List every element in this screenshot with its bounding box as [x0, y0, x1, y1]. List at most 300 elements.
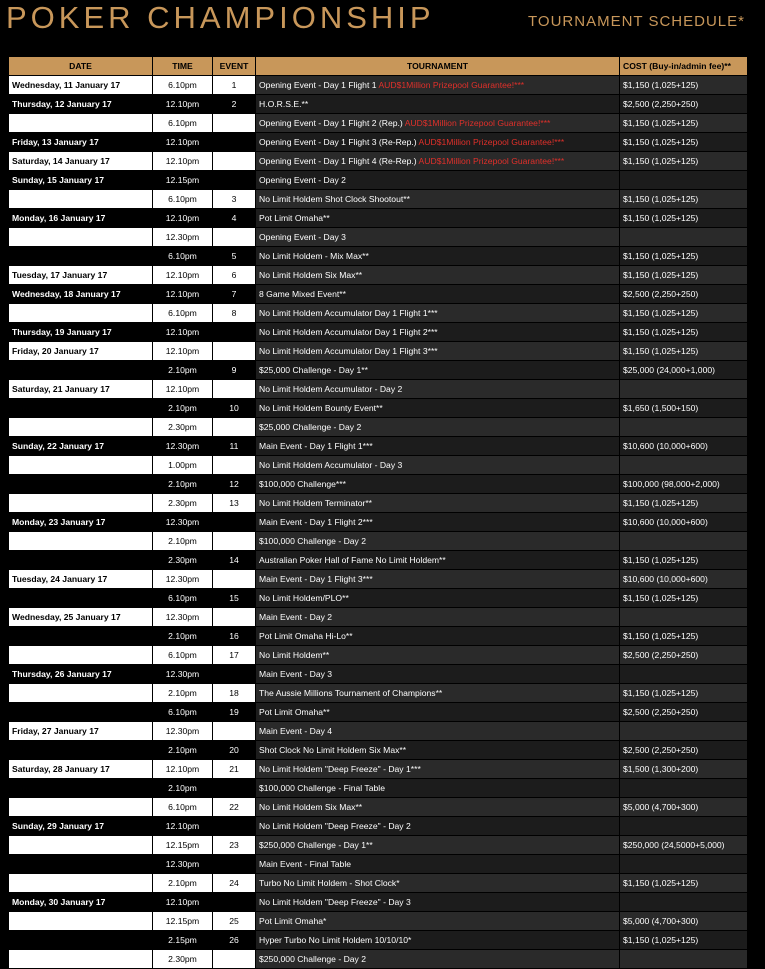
tournament-cell — [256, 817, 620, 836]
date-cell: Saturday, 14 January 17 — [9, 152, 153, 171]
date-cell: Friday, 27 January 17 — [9, 722, 153, 741]
time-cell: 12.10pm — [153, 893, 213, 912]
time-cell: 2.10pm — [153, 741, 213, 760]
table-row — [9, 95, 748, 114]
tournament-name: Opening Event - Day 1 Flight 2 (Rep.) — [259, 118, 405, 128]
table-row — [9, 646, 748, 665]
table-row — [9, 285, 748, 304]
tournament-name: $100,000 Challenge - Final Table — [259, 783, 385, 793]
cost-cell — [620, 418, 748, 437]
date-cell: Tuesday, 24 January 17 — [9, 570, 153, 589]
tournament-cell — [256, 532, 620, 551]
cost-cell: $1,500 (1,300+200) — [620, 760, 748, 779]
event-cell — [213, 323, 256, 342]
cost-cell — [620, 456, 748, 475]
time-cell: 6.10pm — [153, 76, 213, 95]
tournament-name: Opening Event - Day 2 — [259, 175, 346, 185]
cost-cell: $2,500 (2,250+250) — [620, 703, 748, 722]
table-row — [9, 342, 748, 361]
cost-cell — [620, 608, 748, 627]
tournament-cell — [256, 380, 620, 399]
event-cell: 22 — [213, 798, 256, 817]
tournament-name: Pot Limit Omaha* — [259, 916, 327, 926]
cost-cell: $1,150 (1,025+125) — [620, 931, 748, 950]
event-cell: 12 — [213, 475, 256, 494]
table-row — [9, 475, 748, 494]
table-row — [9, 114, 748, 133]
cost-cell: $2,500 (2,250+250) — [620, 646, 748, 665]
column-header-tournament: TOURNAMENT — [256, 57, 620, 76]
cost-cell — [620, 893, 748, 912]
column-header-time: TIME — [153, 57, 213, 76]
tournament-name: Main Event - Final Table — [259, 859, 352, 869]
event-cell: 2 — [213, 95, 256, 114]
time-cell: 6.10pm — [153, 703, 213, 722]
tournament-name: Opening Event - Day 1 Flight 4 (Re-Rep.) — [259, 156, 419, 166]
date-cell: Wednesday, 11 January 17 — [9, 76, 153, 95]
tournament-name: Opening Event - Day 1 Flight 1 — [259, 80, 379, 90]
event-cell: 7 — [213, 285, 256, 304]
cost-cell: $100,000 (98,000+2,000) — [620, 475, 748, 494]
event-cell — [213, 171, 256, 190]
event-cell — [213, 380, 256, 399]
table-row — [9, 456, 748, 475]
time-cell: 12.30pm — [153, 437, 213, 456]
tournament-name: No Limit Holdem - Mix Max** — [259, 251, 369, 261]
prizepool-guarantee-highlight: AUD$1Million Prizepool Guarantee!*** — [418, 156, 565, 166]
date-cell: Saturday, 21 January 17 — [9, 380, 153, 399]
tournament-name: No Limit Holdem Accumulator Day 1 Flight 1*** — [259, 308, 438, 318]
table-row — [9, 798, 748, 817]
cost-cell — [620, 722, 748, 741]
time-cell: 2.10pm — [153, 399, 213, 418]
event-cell: 20 — [213, 741, 256, 760]
event-cell: 5 — [213, 247, 256, 266]
table-row — [9, 703, 748, 722]
table-row — [9, 608, 748, 627]
time-cell: 2.30pm — [153, 494, 213, 513]
tournament-name: $25,000 Challenge - Day 1** — [259, 365, 368, 375]
cost-cell: $2,500 (2,250+250) — [620, 285, 748, 304]
date-cell — [9, 456, 153, 475]
cost-cell: $5,000 (4,700+300) — [620, 912, 748, 931]
page-title: POKER CHAMPIONSHIP — [6, 0, 435, 35]
tournament-cell — [256, 171, 620, 190]
time-cell: 12.30pm — [153, 665, 213, 684]
table-row — [9, 399, 748, 418]
time-cell: 12.30pm — [153, 722, 213, 741]
date-cell: Wednesday, 25 January 17 — [9, 608, 153, 627]
time-cell: 12.10pm — [153, 95, 213, 114]
table-row — [9, 627, 748, 646]
tournament-cell — [256, 361, 620, 380]
time-cell: 12.30pm — [153, 228, 213, 247]
tournament-name: Australian Poker Hall of Fame No Limit Holdem** — [259, 555, 446, 565]
time-cell: 1.00pm — [153, 456, 213, 475]
cost-cell: $1,150 (1,025+125) — [620, 551, 748, 570]
cost-cell: $1,150 (1,025+125) — [620, 304, 748, 323]
tournament-name: No Limit Holdem "Deep Freeze" - Day 2 — [259, 821, 411, 831]
tournament-name: No Limit Holdem Accumulator - Day 3 — [259, 460, 403, 470]
prizepool-guarantee-highlight: AUD$1Million Prizepool Guarantee!*** — [378, 80, 525, 90]
event-cell: 3 — [213, 190, 256, 209]
column-header-cost: COST (Buy-in/admin fee)** — [620, 57, 748, 76]
date-cell: Thursday, 12 January 17 — [9, 95, 153, 114]
table-row — [9, 513, 748, 532]
cost-cell — [620, 950, 748, 969]
event-cell: 24 — [213, 874, 256, 893]
tournament-cell — [256, 722, 620, 741]
tournament-cell — [256, 950, 620, 969]
tournament-name: $25,000 Challenge - Day 2 — [259, 422, 362, 432]
event-cell — [213, 418, 256, 437]
event-cell — [213, 114, 256, 133]
time-cell: 12.10pm — [153, 152, 213, 171]
time-cell: 2.30pm — [153, 418, 213, 437]
tournament-cell — [256, 665, 620, 684]
table-row — [9, 893, 748, 912]
time-cell: 12.30pm — [153, 570, 213, 589]
tournament-cell — [256, 228, 620, 247]
tournament-cell — [256, 209, 620, 228]
date-cell — [9, 912, 153, 931]
tournament-name: $250,000 Challenge - Day 2 — [259, 954, 367, 964]
tournament-cell — [256, 874, 620, 893]
event-cell — [213, 513, 256, 532]
tournament-cell — [256, 323, 620, 342]
tournament-name: Pot Limit Omaha** — [259, 707, 330, 717]
tournament-name: No Limit Holdem Terminator** — [259, 498, 373, 508]
event-cell — [213, 950, 256, 969]
tournament-cell — [256, 779, 620, 798]
time-cell: 12.10pm — [153, 133, 213, 152]
tournament-name: Shot Clock No Limit Holdem Six Max** — [259, 745, 407, 755]
tournament-cell — [256, 266, 620, 285]
event-cell: 15 — [213, 589, 256, 608]
tournament-cell — [256, 855, 620, 874]
tournament-cell — [256, 95, 620, 114]
time-cell: 2.10pm — [153, 684, 213, 703]
table-row — [9, 570, 748, 589]
cost-cell — [620, 380, 748, 399]
time-cell: 2.10pm — [153, 475, 213, 494]
tournament-name: Hyper Turbo No Limit Holdem 10/10/10* — [259, 935, 412, 945]
date-cell: Sunday, 15 January 17 — [9, 171, 153, 190]
schedule-table-container — [8, 56, 747, 969]
cost-cell: $1,150 (1,025+125) — [620, 76, 748, 95]
time-cell: 12.10pm — [153, 285, 213, 304]
cost-cell: $1,150 (1,025+125) — [620, 323, 748, 342]
event-cell: 4 — [213, 209, 256, 228]
tournament-name: Pot Limit Omaha** — [259, 213, 330, 223]
time-cell: 2.15pm — [153, 931, 213, 950]
cost-cell — [620, 779, 748, 798]
time-cell: 12.10pm — [153, 266, 213, 285]
event-cell: 18 — [213, 684, 256, 703]
cost-cell: $1,150 (1,025+125) — [620, 342, 748, 361]
event-cell: 21 — [213, 760, 256, 779]
tournament-cell — [256, 912, 620, 931]
time-cell: 12.10pm — [153, 323, 213, 342]
tournament-cell — [256, 836, 620, 855]
time-cell: 2.10pm — [153, 627, 213, 646]
cost-cell: $1,150 (1,025+125) — [620, 494, 748, 513]
tournament-cell — [256, 399, 620, 418]
event-cell: 8 — [213, 304, 256, 323]
time-cell: 6.10pm — [153, 114, 213, 133]
date-cell — [9, 589, 153, 608]
table-row — [9, 931, 748, 950]
event-cell — [213, 779, 256, 798]
time-cell: 6.10pm — [153, 798, 213, 817]
tournament-name: $100,000 Challenge*** — [259, 479, 346, 489]
cost-cell: $2,500 (2,250+250) — [620, 741, 748, 760]
cost-cell: $1,150 (1,025+125) — [620, 133, 748, 152]
cost-cell — [620, 532, 748, 551]
tournament-cell — [256, 437, 620, 456]
tournament-name: No Limit Holdem Six Max** — [259, 802, 363, 812]
table-row — [9, 171, 748, 190]
date-cell — [9, 741, 153, 760]
table-row — [9, 494, 748, 513]
date-cell — [9, 703, 153, 722]
event-cell: 1 — [213, 76, 256, 95]
table-row — [9, 589, 748, 608]
tournament-cell — [256, 551, 620, 570]
date-cell — [9, 950, 153, 969]
tournament-name: 8 Game Mixed Event** — [259, 289, 346, 299]
event-cell: 26 — [213, 931, 256, 950]
date-cell — [9, 190, 153, 209]
time-cell: 2.10pm — [153, 874, 213, 893]
time-cell: 12.30pm — [153, 855, 213, 874]
tournament-name: No Limit Holdem/PLO** — [259, 593, 349, 603]
table-row — [9, 665, 748, 684]
event-cell — [213, 456, 256, 475]
schedule-table — [8, 56, 748, 969]
time-cell: 12.10pm — [153, 380, 213, 399]
time-cell: 12.10pm — [153, 817, 213, 836]
tournament-cell — [256, 76, 620, 95]
table-row — [9, 323, 748, 342]
cost-cell: $2,500 (2,250+250) — [620, 95, 748, 114]
column-header-date: DATE — [9, 57, 153, 76]
date-cell — [9, 494, 153, 513]
event-cell: 25 — [213, 912, 256, 931]
table-row — [9, 209, 748, 228]
time-cell: 2.30pm — [153, 950, 213, 969]
tournament-cell — [256, 703, 620, 722]
table-row — [9, 874, 748, 893]
tournament-cell — [256, 114, 620, 133]
table-row — [9, 912, 748, 931]
tournament-name: No Limit Holdem Shot Clock Shootout** — [259, 194, 410, 204]
cost-cell: $1,150 (1,025+125) — [620, 247, 748, 266]
table-row — [9, 380, 748, 399]
time-cell: 2.30pm — [153, 551, 213, 570]
tournament-cell — [256, 684, 620, 703]
date-cell: Saturday, 28 January 17 — [9, 760, 153, 779]
tournament-name: Main Event - Day 1 Flight 1*** — [259, 441, 373, 451]
tournament-name: No Limit Holdem Accumulator Day 1 Flight 2*** — [259, 327, 438, 337]
table-row — [9, 361, 748, 380]
event-cell — [213, 228, 256, 247]
date-cell — [9, 114, 153, 133]
tournament-cell — [256, 570, 620, 589]
event-cell: 10 — [213, 399, 256, 418]
table-row — [9, 304, 748, 323]
cost-cell — [620, 855, 748, 874]
tournament-name: $100,000 Challenge - Day 2 — [259, 536, 367, 546]
schedule-table-body — [9, 76, 748, 969]
date-cell — [9, 304, 153, 323]
date-cell — [9, 627, 153, 646]
date-cell — [9, 798, 153, 817]
date-cell — [9, 684, 153, 703]
tournament-name: Main Event - Day 2 — [259, 612, 333, 622]
date-cell: Friday, 20 January 17 — [9, 342, 153, 361]
tournament-name: No Limit Holdem** — [259, 650, 330, 660]
event-cell — [213, 532, 256, 551]
date-cell — [9, 646, 153, 665]
date-cell: Monday, 30 January 17 — [9, 893, 153, 912]
table-row — [9, 133, 748, 152]
tournament-name: H.O.R.S.E.** — [259, 99, 309, 109]
date-cell — [9, 475, 153, 494]
page-subtitle: TOURNAMENT SCHEDULE* — [528, 13, 745, 30]
event-cell: 11 — [213, 437, 256, 456]
tournament-cell — [256, 741, 620, 760]
table-header-row — [9, 57, 748, 76]
tournament-name: The Aussie Millions Tournament of Champions** — [259, 688, 443, 698]
time-cell: 2.10pm — [153, 361, 213, 380]
cost-cell — [620, 817, 748, 836]
tournament-cell — [256, 133, 620, 152]
table-row — [9, 722, 748, 741]
table-row — [9, 152, 748, 171]
time-cell: 12.15pm — [153, 836, 213, 855]
table-row — [9, 760, 748, 779]
tournament-name: Main Event - Day 1 Flight 3*** — [259, 574, 373, 584]
time-cell: 2.10pm — [153, 532, 213, 551]
date-cell: Tuesday, 17 January 17 — [9, 266, 153, 285]
cost-cell: $250,000 (24,5000+5,000) — [620, 836, 748, 855]
time-cell: 12.10pm — [153, 209, 213, 228]
table-row — [9, 76, 748, 95]
event-cell — [213, 342, 256, 361]
event-cell — [213, 665, 256, 684]
time-cell: 12.30pm — [153, 513, 213, 532]
table-row — [9, 266, 748, 285]
event-cell: 6 — [213, 266, 256, 285]
prizepool-guarantee-highlight: AUD$1Million Prizepool Guarantee!*** — [404, 118, 551, 128]
tournament-cell — [256, 247, 620, 266]
event-cell: 14 — [213, 551, 256, 570]
date-cell: Monday, 16 January 17 — [9, 209, 153, 228]
cost-cell: $10,600 (10,000+600) — [620, 570, 748, 589]
tournament-cell — [256, 475, 620, 494]
date-cell — [9, 247, 153, 266]
date-cell: Thursday, 26 January 17 — [9, 665, 153, 684]
cost-cell: $1,150 (1,025+125) — [620, 627, 748, 646]
column-header-event: EVENT — [213, 57, 256, 76]
tournament-name: No Limit Holdem "Deep Freeze" - Day 1*** — [259, 764, 421, 774]
date-cell: Friday, 13 January 17 — [9, 133, 153, 152]
tournament-name: No Limit Holdem "Deep Freeze" - Day 3 — [259, 897, 411, 907]
table-row — [9, 950, 748, 969]
date-cell: Thursday, 19 January 17 — [9, 323, 153, 342]
tournament-name: No Limit Holdem Accumulator Day 1 Flight 3*** — [259, 346, 438, 356]
cost-cell: $1,150 (1,025+125) — [620, 114, 748, 133]
cost-cell: $25,000 (24,000+1,000) — [620, 361, 748, 380]
time-cell: 6.10pm — [153, 247, 213, 266]
date-cell — [9, 418, 153, 437]
tournament-name: No Limit Holdem Bounty Event** — [259, 403, 383, 413]
time-cell: 6.10pm — [153, 304, 213, 323]
date-cell — [9, 532, 153, 551]
date-cell — [9, 361, 153, 380]
table-row — [9, 437, 748, 456]
table-row — [9, 247, 748, 266]
event-cell: 23 — [213, 836, 256, 855]
date-cell — [9, 779, 153, 798]
event-cell: 16 — [213, 627, 256, 646]
tournament-cell — [256, 931, 620, 950]
event-cell: 17 — [213, 646, 256, 665]
cost-cell — [620, 228, 748, 247]
tournament-name: Main Event - Day 4 — [259, 726, 333, 736]
event-cell: 9 — [213, 361, 256, 380]
cost-cell — [620, 171, 748, 190]
tournament-cell — [256, 152, 620, 171]
date-cell: Monday, 23 January 17 — [9, 513, 153, 532]
tournament-cell — [256, 513, 620, 532]
date-cell — [9, 228, 153, 247]
cost-cell: $1,150 (1,025+125) — [620, 266, 748, 285]
cost-cell: $1,150 (1,025+125) — [620, 874, 748, 893]
date-cell: Sunday, 29 January 17 — [9, 817, 153, 836]
cost-cell: $5,000 (4,700+300) — [620, 798, 748, 817]
time-cell: 6.10pm — [153, 589, 213, 608]
cost-cell — [620, 665, 748, 684]
tournament-name: $250,000 Challenge - Day 1** — [259, 840, 373, 850]
tournament-cell — [256, 304, 620, 323]
event-cell — [213, 817, 256, 836]
tournament-cell — [256, 627, 620, 646]
tournament-cell — [256, 190, 620, 209]
event-cell: 19 — [213, 703, 256, 722]
tournament-name: Opening Event - Day 1 Flight 3 (Re-Rep.) — [259, 137, 419, 147]
date-cell: Wednesday, 18 January 17 — [9, 285, 153, 304]
tournament-name: Turbo No Limit Holdem - Shot Clock* — [259, 878, 400, 888]
event-cell — [213, 152, 256, 171]
tournament-cell — [256, 456, 620, 475]
date-cell — [9, 836, 153, 855]
tournament-cell — [256, 893, 620, 912]
cost-cell: $1,150 (1,025+125) — [620, 684, 748, 703]
date-cell — [9, 874, 153, 893]
tournament-name: Opening Event - Day 3 — [259, 232, 346, 242]
table-row — [9, 532, 748, 551]
tournament-cell — [256, 646, 620, 665]
date-cell — [9, 931, 153, 950]
cost-cell: $10,600 (10,000+600) — [620, 437, 748, 456]
tournament-cell — [256, 608, 620, 627]
tournament-cell — [256, 589, 620, 608]
tournament-name: No Limit Holdem Six Max** — [259, 270, 363, 280]
time-cell: 12.10pm — [153, 760, 213, 779]
cost-cell: $1,650 (1,500+150) — [620, 399, 748, 418]
